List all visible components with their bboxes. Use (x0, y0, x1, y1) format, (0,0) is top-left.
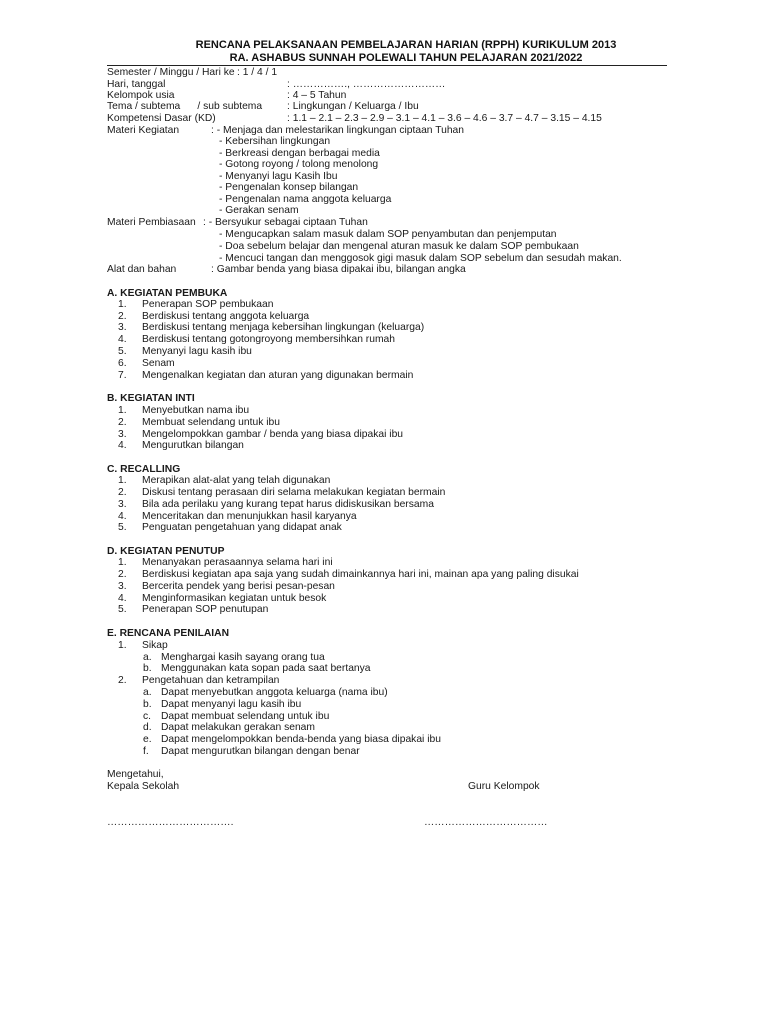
list-item: Berdiskusi tentang gotongroyong membersihkan rumah (142, 334, 395, 345)
kepala-sekolah-label: Kepala Sekolah (107, 781, 180, 792)
sublist-letter: b. (143, 663, 152, 674)
list-item: Diskusi tentang perasaan diri selama melakukan kegiatan bermain (142, 487, 446, 498)
sublist-item: Dapat mengelompokkan benda-benda yang biasa dipakai ibu (161, 734, 441, 745)
list-item: Membuat selendang untuk ibu (142, 417, 280, 428)
section-c-title: C. RECALLING (107, 464, 181, 475)
section-a-title: A. KEGIATAN PEMBUKA (107, 288, 228, 299)
sublist-item: Menggunakan kata sopan pada saat bertanya (161, 663, 371, 674)
pembiasaan-first: : - Bersyukur sebagai ciptaan Tuhan (203, 217, 368, 228)
tema-label: Tema / subtema / sub subtema (107, 101, 263, 112)
document-subtitle: RA. ASHABUS SUNNAH POLEWALI TAHUN PELAJARAN 2021/2022 (229, 52, 583, 64)
list-item: Bila ada perilaku yang kurang tepat harus didiskusikan bersama (142, 499, 434, 510)
materi-label: Materi Kegiatan (107, 125, 180, 136)
title-divider (107, 65, 667, 66)
list-number: 1. (118, 475, 127, 486)
list-item: Berdiskusi tentang anggota keluarga (142, 311, 310, 322)
sublist-letter: b. (143, 699, 152, 710)
tema-value: : Lingkungan / Keluarga / Ibu (287, 101, 419, 112)
list-number: 1. (118, 405, 127, 416)
kelompok-label: Kelompok usia (107, 90, 175, 101)
semester-label: Semester / Minggu / Hari ke (107, 67, 235, 78)
kd-label: Kompetensi Dasar (KD) (107, 113, 216, 124)
list-number: 1. (118, 640, 127, 651)
sublist-item: Dapat mengurutkan bilangan dengan benar (161, 746, 360, 757)
sublist-item: Menghargai kasih sayang orang tua (161, 652, 325, 663)
sublist-letter: a. (143, 652, 152, 663)
section-d-title: D. KEGIATAN PENUTUP (107, 546, 225, 557)
pembiasaan-item: - Mencuci tangan dan menggosok gigi masuk dalam SOP sebelum dan sesudah makan. (219, 253, 622, 264)
materi-item: - Gerakan senam (219, 205, 299, 216)
sublist-item: Dapat menyebutkan anggota keluarga (nama ibu) (161, 687, 388, 698)
materi-item: - Pengenalan konsep bilangan (219, 182, 359, 193)
list-item: Sikap (142, 640, 168, 651)
hari-value: : ……………., ……………………… (287, 79, 446, 90)
sublist-item: Dapat membuat selendang untuk ibu (161, 711, 330, 722)
list-item: Menanyakan perasaannya selama hari ini (142, 557, 333, 568)
alat-label: Alat dan bahan (107, 264, 177, 275)
materi-item: - Menyanyi lagu Kasih Ibu (219, 171, 338, 182)
list-number: 2. (118, 417, 127, 428)
sublist-letter: f. (143, 746, 149, 757)
semester-value: : 1 / 4 / 1 (237, 67, 278, 78)
list-item: Mengenalkan kegiatan dan aturan yang digunakan bermain (142, 370, 414, 381)
list-item: Pengetahuan dan ketrampilan (142, 675, 280, 686)
list-number: 4. (118, 511, 127, 522)
pembiasaan-item: - Doa sebelum belajar dan mengenal aturan masuk ke dalam SOP pembukaan (219, 241, 579, 252)
list-item: Menyebutkan nama ibu (142, 405, 250, 416)
materi-item: - Pengenalan nama anggota keluarga (219, 194, 392, 205)
signature-line-left: ………………………………. (107, 817, 234, 828)
materi-item: - Gotong royong / tolong menolong (219, 159, 379, 170)
list-number: 3. (118, 322, 127, 333)
list-item: Penerapan SOP penutupan (142, 604, 269, 615)
list-item: Berdiskusi kegiatan apa saja yang sudah dimainkannya hari ini, mainan apa yang paling disukai (142, 569, 579, 580)
list-item: Penerapan SOP pembukaan (142, 299, 274, 310)
materi-item: - Berkreasi dengan berbagai media (219, 148, 380, 159)
sublist-item: Dapat melakukan gerakan senam (161, 722, 315, 733)
list-number: 7. (118, 370, 127, 381)
hari-label: Hari, tanggal (107, 79, 166, 90)
list-number: 5. (118, 346, 127, 357)
sublist-letter: a. (143, 687, 152, 698)
kd-value: : 1.1 – 2.1 – 2.3 – 2.9 – 3.1 – 4.1 – 3.6 – 4.6 – 3.7 – 4.7 – 3.15 – 4.15 (287, 113, 602, 124)
list-item: Penguatan pengetahuan yang didapat anak (142, 522, 342, 533)
list-number: 5. (118, 604, 127, 615)
sublist-letter: d. (143, 722, 152, 733)
kelompok-value: : 4 – 5 Tahun (287, 90, 347, 101)
list-item: Berdiskusi tentang menjaga kebersihan lingkungan (keluarga) (142, 322, 425, 333)
sublist-letter: c. (143, 711, 152, 722)
alat-value: : Gambar benda yang biasa dipakai ibu, bilangan angka (211, 264, 466, 275)
materi-item: - Kebersihan lingkungan (219, 136, 331, 147)
list-item: Senam (142, 358, 175, 369)
list-number: 4. (118, 440, 127, 451)
list-number: 3. (118, 499, 127, 510)
sublist-letter: e. (143, 734, 152, 745)
list-number: 5. (118, 522, 127, 533)
list-number: 3. (118, 581, 127, 592)
mengetahui-label: Mengetahui, (107, 769, 164, 780)
list-item: Menceritakan dan menunjukkan hasil karyanya (142, 511, 357, 522)
section-e-title: E. RENCANA PENILAIAN (107, 628, 230, 639)
signature-line-right: ……………………………… (424, 817, 548, 828)
list-number: 1. (118, 299, 127, 310)
pembiasaan-item: - Mengucapkan salam masuk dalam SOP penyambutan dan penjemputan (219, 229, 557, 240)
materi-first: : - Menjaga dan melestarikan lingkungan ciptaan Tuhan (211, 125, 465, 136)
list-item: Mengurutkan bilangan (142, 440, 244, 451)
pembiasaan-label: Materi Pembiasaan (107, 217, 196, 228)
list-item: Bercerita pendek yang berisi pesan-pesan (142, 581, 335, 592)
sublist-item: Dapat menyanyi lagu kasih ibu (161, 699, 302, 710)
list-number: 2. (118, 675, 127, 686)
section-b-title: B. KEGIATAN INTI (107, 393, 195, 404)
list-number: 4. (118, 334, 127, 345)
document-title: RENCANA PELAKSANAAN PEMBELAJARAN HARIAN (RPPH) KURIKULUM 2013 (195, 39, 617, 51)
list-number: 6. (118, 358, 127, 369)
list-number: 2. (118, 311, 127, 322)
list-number: 1. (118, 557, 127, 568)
list-number: 2. (118, 487, 127, 498)
list-number: 4. (118, 593, 127, 604)
list-number: 3. (118, 429, 127, 440)
list-item: Merapikan alat-alat yang telah digunakan (142, 475, 331, 486)
list-item: Menyanyi lagu kasih ibu (142, 346, 252, 357)
list-item: Menginformasikan kegiatan untuk besok (142, 593, 327, 604)
list-number: 2. (118, 569, 127, 580)
guru-kelompok-label: Guru Kelompok (468, 781, 540, 792)
list-item: Mengelompokkan gambar / benda yang biasa dipakai ibu (142, 429, 404, 440)
